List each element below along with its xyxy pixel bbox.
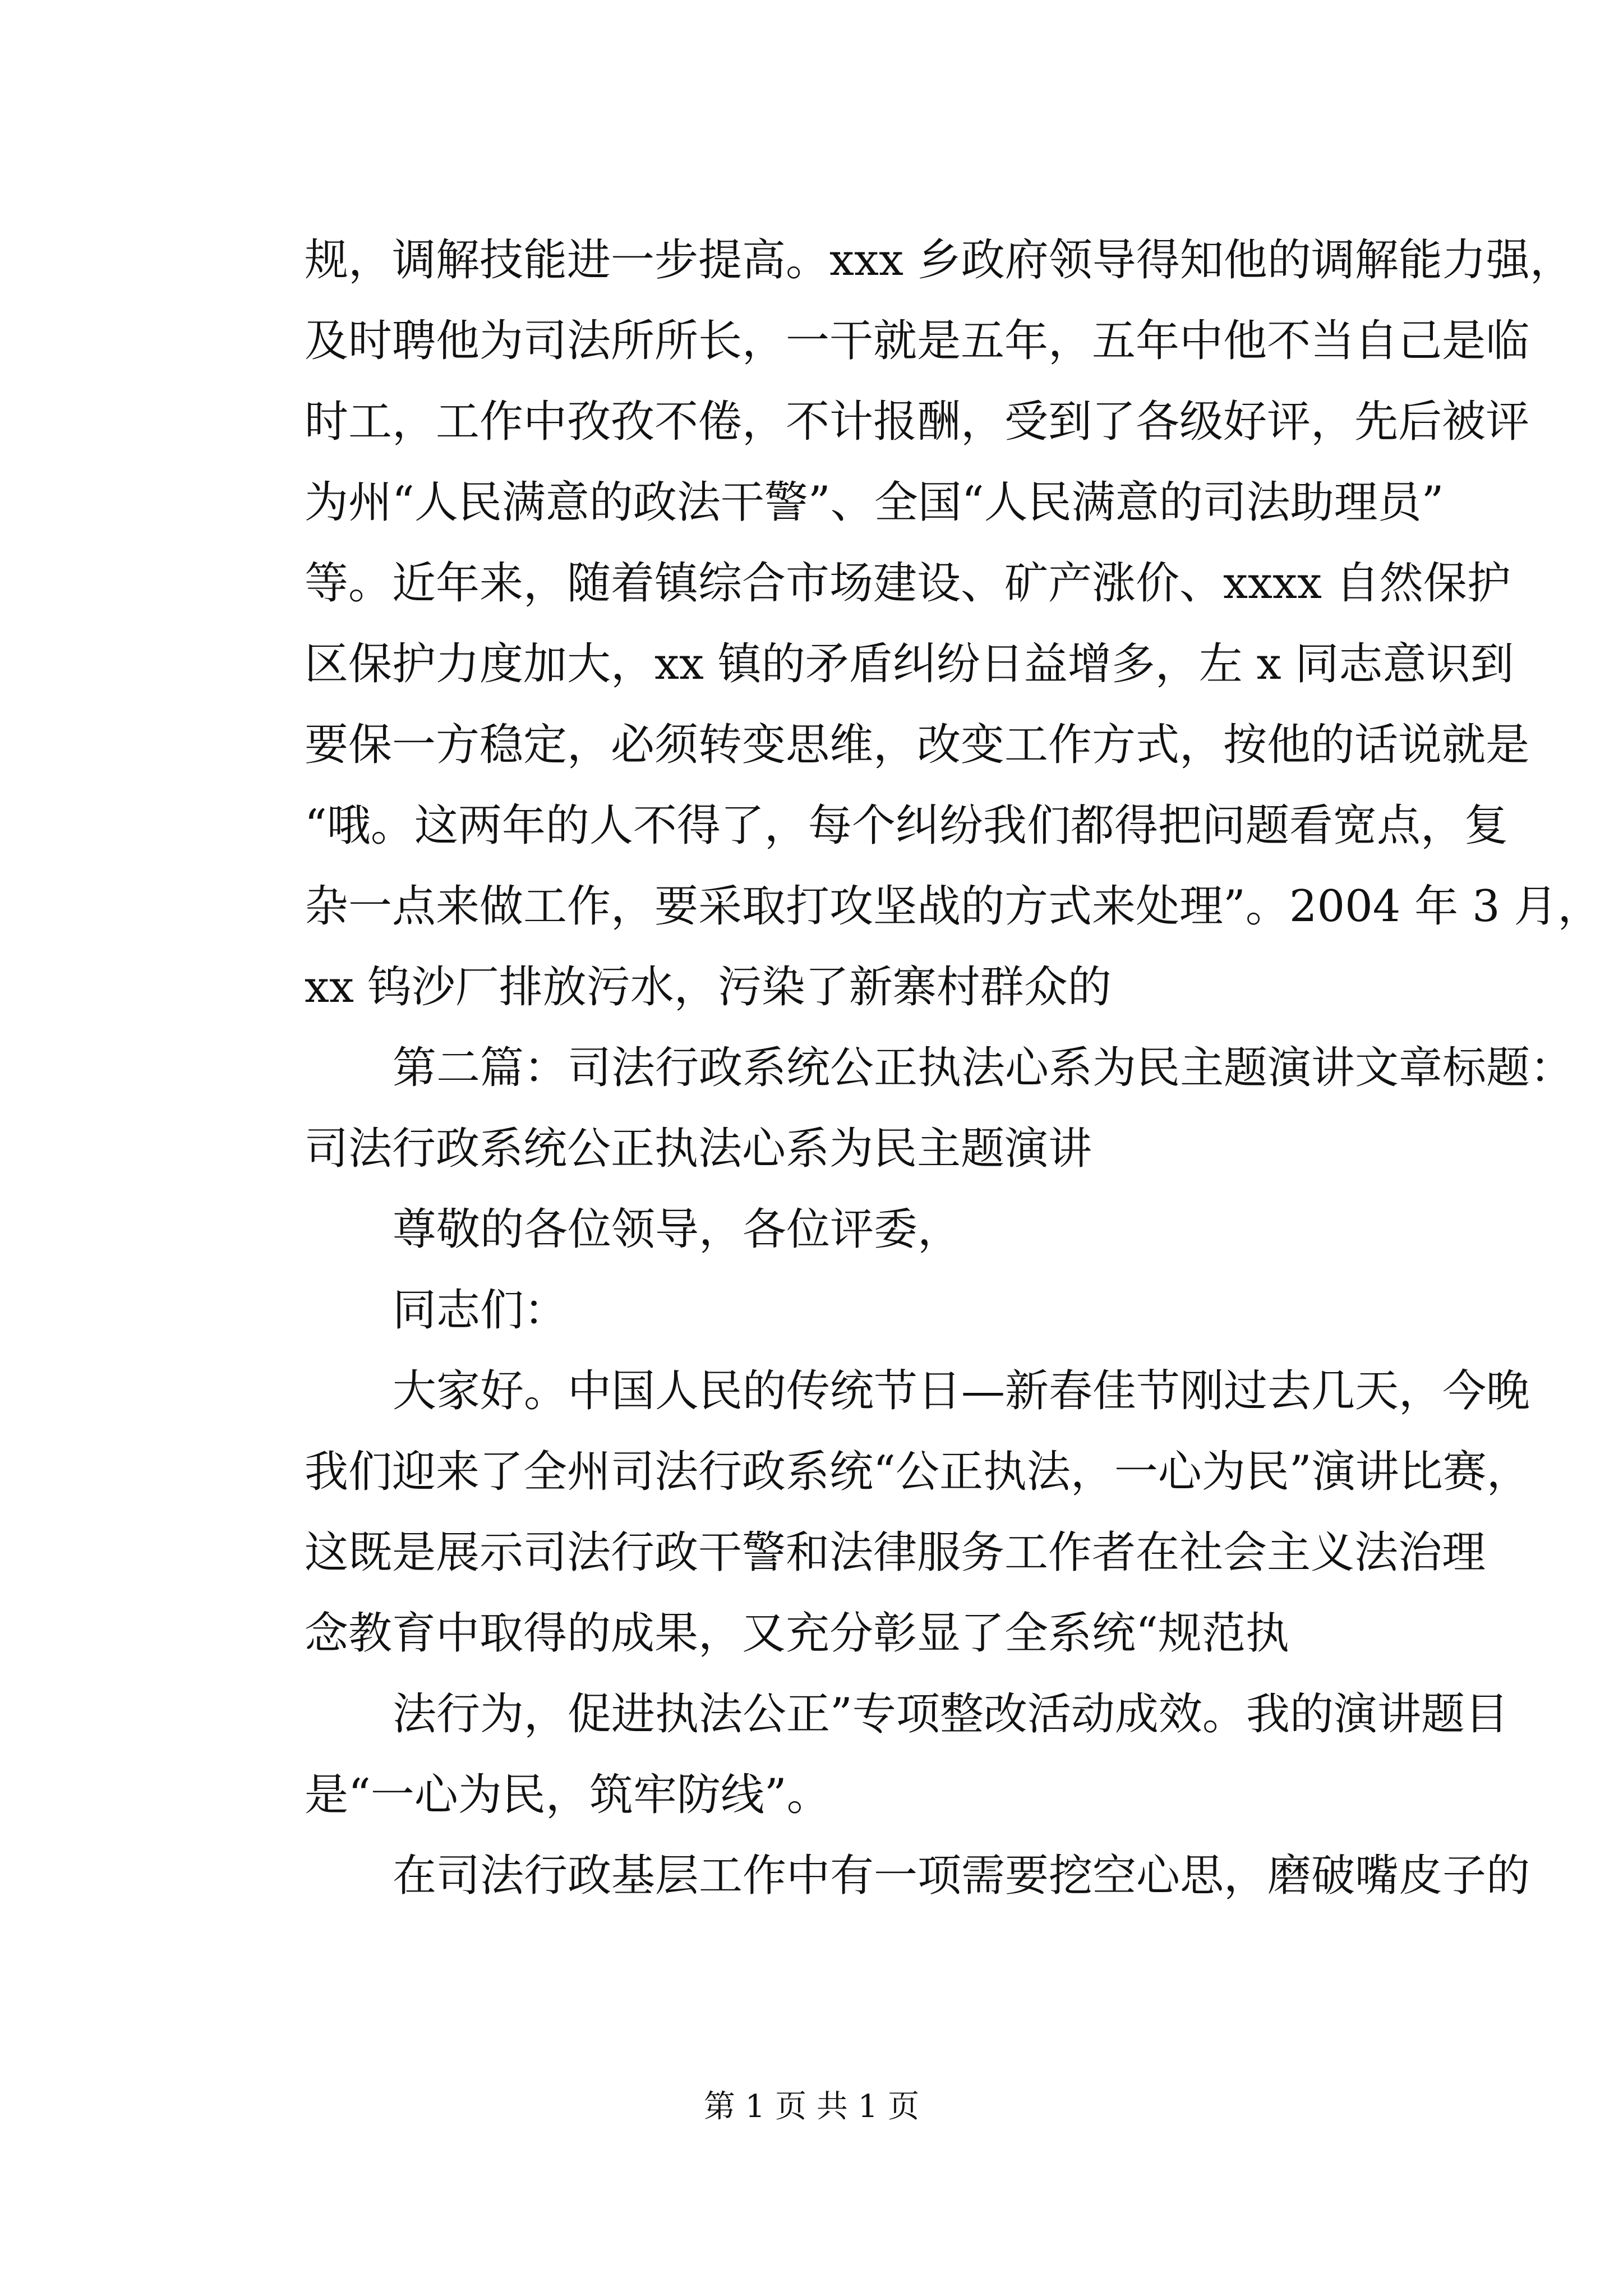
text-line: 规，调解技能进一步提高。xxx 乡政府领导得知他的调解能力强， xyxy=(305,235,1574,286)
text-line: 为州“人民满意的政法干警”、全国“人民满意的司法助理员” xyxy=(305,477,1444,528)
text-line: 这既是展示司法行政干警和法律服务工作者在社会主义法治理 xyxy=(305,1527,1486,1578)
section-heading-line: 司法行政系统公正执法心系为民主题演讲 xyxy=(305,1124,1092,1174)
salutation-line: 同志们： xyxy=(393,1285,568,1336)
text-line: 时工，工作中孜孜不倦，不计报酬，受到了各级好评，先后被评 xyxy=(305,397,1530,447)
text-line: “哦。这两年的人不得了，每个纠纷我们都得把问题看宽点，复 xyxy=(305,800,1508,851)
section-heading-line: 第二篇：司法行政系统公正执法心系为民主题演讲文章标题： xyxy=(393,1043,1574,1093)
text-line: 及时聘他为司法所所长，一干就是五年，五年中他不当自己是临 xyxy=(305,316,1530,366)
text-line: 等。近年来，随着镇综合市场建设、矿产涨价、xxxx 自然保护 xyxy=(305,558,1511,609)
text-line: 法行为，促进执法公正”专项整改活动成效。我的演讲题目 xyxy=(393,1689,1509,1740)
text-line: 要保一方稳定，必须转变思维，改变工作方式，按他的话说就是 xyxy=(305,720,1530,770)
page-footer xyxy=(0,2085,1623,2129)
text-line: 区保护力度加大，xx 镇的矛盾纠纷日益增多，左 x 同志意识到 xyxy=(305,639,1514,689)
salutation-line: 尊敬的各位领导，各位评委， xyxy=(393,1204,962,1255)
text-line: xx 钨沙厂排放污水，污染了新寨村群众的 xyxy=(305,962,1112,1013)
text-line: 在司法行政基层工作中有一项需要挖空心思，磨破嘴皮子的 xyxy=(393,1851,1530,1901)
text-line: 念教育中取得的成果，又充分彰显了全系统“规范执 xyxy=(305,1608,1289,1659)
document-body xyxy=(305,220,1602,1916)
text-line: 是“一心为民，筑牢防线”。 xyxy=(305,1770,831,1820)
text-line: 大家好。中国人民的传统节日—新春佳节刚过去几天，今晚 xyxy=(393,1366,1530,1416)
text-line: 我们迎来了全州司法行政系统“公正执法，一心为民”演讲比赛， xyxy=(305,1447,1530,1497)
page-number: 第 1 页 共 1 页 xyxy=(703,2088,920,2125)
text-line: 杂一点来做工作，要采取打攻坚战的方式来处理”。2004 年 3 月， xyxy=(305,881,1602,932)
